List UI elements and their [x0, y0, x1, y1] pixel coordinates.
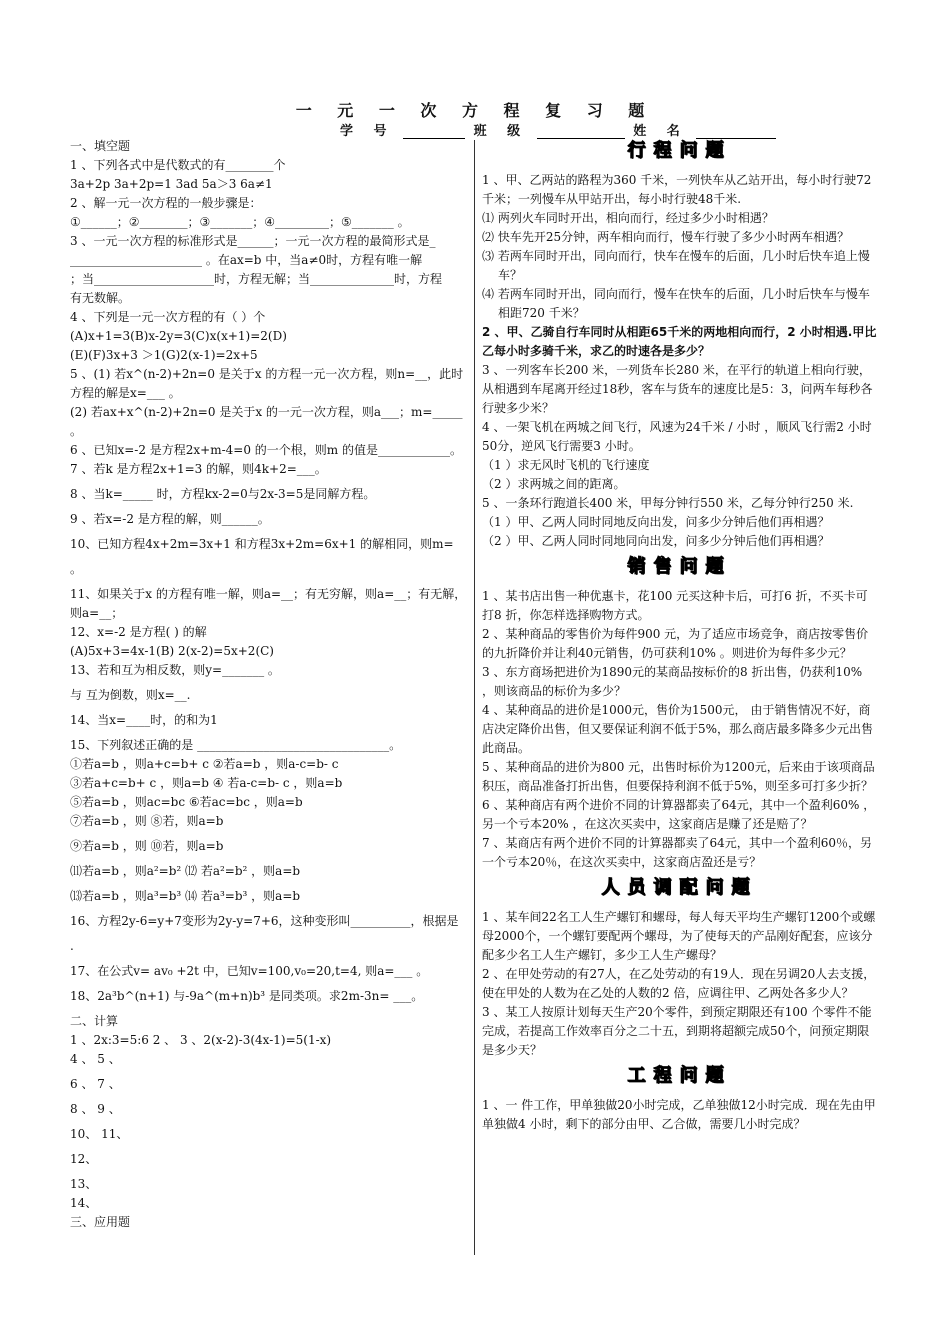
question-line: 5 、(1) 若x^(n-2)+2n=0 是关于x 的方程一元一次方程，则n=__，此时方程的解是x=___ 。: [70, 367, 464, 400]
sales-question: 7 、某商店有两个进价不同的计算器都卖了64元，其中一个盈利60％，另一个亏本20％，在这次买卖中，这家商店盈还是亏？: [482, 836, 872, 869]
question-line: 13、: [70, 1177, 98, 1191]
question-line: 17、在公式v= av₀ +2t 中，已知v=100,v₀=20,t=4, 则a=___ 。: [70, 964, 429, 978]
question-line: 16、方程2y-6=y+7变形为2y-y=7+6，这种变形叫__________，根据是: [70, 914, 459, 928]
question-line: (E)(F)3x+3 ＞1(G)2(x-1)=2x+5: [70, 348, 258, 362]
left-column: [70, 137, 470, 1232]
travel-question: 3 、一列客车长200 米，一列货车长280 米，在平行的轨道上相向行驶，从相遇到车尾离开经过18秒，客车与货车的速度比是5：3，问两车每秒各行驶多少米？: [482, 363, 873, 415]
travel-question: ⑷ 若两车同时开出，同向而行，慢车在快车的后面，几小时后快车与慢车相距720 千米？: [482, 287, 870, 320]
heading-sales: 销售问题: [627, 556, 732, 577]
question-line: ①______；②________；③_______；④_________；⑤_______ 。: [70, 215, 410, 229]
travel-question: 4 、一架飞机在两城之间飞行，风速为24千米 / 小时 ，顺风飞行需2 小时50分，逆风飞行需要3 小时。: [482, 420, 872, 453]
sales-question: 5 、某种商品的进价为800 元，出售时标价为1200元，后来由于该项商品积压，商品准备打折出售，但要保持利润不低于5%，则至多可打多少折？: [482, 760, 875, 793]
travel-question: ⑶ 若两车同时开出，同向而行，快车在慢车的后面，几小时后快车追上慢车？: [482, 249, 870, 282]
question-line: (A)5x+3=4x-1(B) 2(x-2)=5x+2(C): [70, 644, 274, 658]
sales-question: 4 、某种商品的进价是1000元，售价为1500元， 由于销售情况不好，商店决定降价出售，但又要保证利润不低于5%，那么商店最多降多少元出售此商品。: [482, 703, 874, 755]
question-line: 有无数解。: [70, 291, 131, 305]
question-line: 18、2a³b^(n+1) 与-9a^(m+n)b³ 是同类项。求2m-3n= ___。: [70, 989, 424, 1003]
class-label: 班 级: [473, 124, 529, 139]
right-column: [482, 140, 877, 1134]
section-fill-blank: 一、填空题: [70, 139, 131, 153]
sales-question: 6 、某种商店有两个进价不同的计算器都卖了64元，其中一个盈利60% ，另一个亏本20% ，在这次买卖中，这家商店是赚了还是赔了？: [482, 798, 876, 831]
question-line: 3a+2p 3a+2p=1 3ad 5a＞3 6a≠1: [70, 177, 273, 191]
question-line: .: [70, 939, 74, 953]
question-line: ⑤若a=b ，则ac=bc ⑥若ac=bc ，则a=b: [70, 795, 303, 809]
question-line: 。: [70, 562, 83, 576]
travel-question: （1 ）甲、乙两人同时同地反向出发，问多少分钟后他们再相遇？: [482, 515, 830, 529]
name-blank: [696, 126, 776, 139]
work-question: 1 、一 件工作，甲单独做20小时完成，乙单独做12小时完成．现在先由甲单独做4 小时，剩下的部分由甲、乙合做，需要几小时完成？: [482, 1098, 876, 1131]
question-line: 13、若和互为相反数，则y=_______ 。: [70, 663, 280, 677]
question-line: 10、 11、: [70, 1127, 129, 1141]
student-no-label: 学 号: [340, 124, 395, 139]
name-label: 姓 名: [633, 124, 688, 139]
travel-question: 5 、一条环行跑道长400 米，甲每分钟行550 米，乙每分钟行250 米.: [482, 496, 854, 510]
column-divider: [474, 140, 475, 1255]
sales-question: 3 、东方商场把进价为1890元的某商品按标价的8 折出售，仍获利10% ，则该商品的标价为多少？: [482, 665, 863, 698]
question-line: 4 、下列是一元一次方程的有（ ）个: [70, 310, 266, 324]
question-line: ；当____________________时，方程无解；当______________时，方程: [70, 272, 443, 286]
travel-question: ⑵ 快车先开25分钟，两车相向而行，慢车行驶了多少小时两车相遇？: [482, 230, 850, 244]
question-line: ______________________ 。在ax=b 中，当a≠0时，方程有唯一解: [70, 253, 423, 267]
question-line: ⑾若a=b ，则a²=b² ⑿ 若a²=b² ，则a=b: [70, 864, 301, 878]
sales-question: 2 、某种商品的零售价为每件900 元，为了适应市场竞争，商店按零售价的九折降价并让利40元销售，仍可获利10% 。则进价为每件多少元？: [482, 627, 869, 660]
question-line: 与 互为倒数，则x=__.: [70, 688, 191, 702]
heading-work: 工程问题: [627, 1065, 732, 1086]
question-line: ⒀若a=b ，则a³=b³ ⒁ 若a³=b³ ，则a=b: [70, 889, 301, 903]
heading-staff: 人员调配问题: [601, 877, 758, 898]
question-line: 14、: [70, 1196, 98, 1210]
question-line: 10、已知方程4x+2m=3x+1 和方程3x+2m=6x+1 的解相同，则m=: [70, 537, 454, 551]
question-line: 8 、 9 、: [70, 1102, 121, 1116]
question-line: (2) 若ax+x^(n-2)+2n=0 是关于x 的一元一次方程，则a___；m=_____ 。: [70, 405, 463, 438]
staff-question: 3 、某工人按原计划每天生产20个零件，到预定期限还有100 个零件不能完成，若提高工作效率百分之二十五，到期将超额完成50个，问预定期限是多少天？: [482, 1005, 872, 1057]
travel-question: ⑴ 两列火车同时开出，相向而行，经过多少小时相遇？: [482, 211, 774, 225]
travel-question: 2 、甲、乙骑自行车同时从相距65千米的两地相向而行，2 小时相遇.甲比乙每小时多骑千米，求乙的时速各是多少？: [482, 325, 877, 358]
question-line: ⑨若a=b ，则 ⑩若，则a=b: [70, 839, 224, 853]
question-line: ①若a=b ，则a+c=b+ c ②若a=b ，则a-c=b- c: [70, 757, 339, 771]
travel-question: （1 ）求无风时飞机的飞行速度: [482, 458, 650, 472]
staff-question: 2 、在甲处劳动的有27人，在乙处劳动的有19人．现在另调20人去支援，使在甲处的人数为在乙处的人数的2 倍，应调往甲、乙两处各多少人？: [482, 967, 876, 1000]
question-line: 8 、当k=_____ 时，方程kx-2=0与2x-3=5是同解方程。: [70, 487, 376, 501]
question-line: 1 、下列各式中是代数式的有________个: [70, 158, 286, 172]
sales-question: 1 、某书店出售一种优惠卡，花100 元买这种卡后，可打6 折，不买卡可打8 折，你怎样选择购物方式。: [482, 589, 868, 622]
heading-travel: 行程问题: [627, 140, 732, 161]
question-line: 7 、若k 是方程2x+1=3 的解，则4k+2=___。: [70, 462, 327, 476]
question-line: 6 、 7 、: [70, 1077, 121, 1091]
question-line: 12、: [70, 1152, 98, 1166]
travel-question: 1 、甲、乙两站的路程为360 千米，一列快车从乙站开出，每小时行驶72千米；一列慢车从甲站开出，每小时行驶48千米.: [482, 173, 872, 206]
question-line: ⑦若a=b ，则 ⑧若，则a=b: [70, 814, 224, 828]
staff-question: 1 、某车间22名工人生产螺钉和螺母，每人每天平均生产螺钉1200个或螺母2000个，一个螺钉要配两个螺母，为了使每天的产品刚好配套，应该分配多少名工人生产螺钉，多少工人生产螺母？: [482, 910, 876, 962]
question-line: 2 、解一元一次方程的一般步骤是：: [70, 196, 262, 210]
question-line: ③若a+c=b+ c ，则a=b ④ 若a-c=b- c ，则a=b: [70, 776, 343, 790]
question-line: 15、下列叙述正确的是 ________________________________。: [70, 738, 402, 752]
question-line: 1 、2x:3=5:6 2 、 3 、2(x-2)-3(4x-1)=5(1-x): [70, 1033, 332, 1047]
question-line: 12、x=-2 是方程( ) 的解: [70, 625, 207, 639]
question-line: (A)x+1=3(B)x-2y=3(C)x(x+1)=2(D): [70, 329, 287, 343]
question-line: 9 、若x=-2 是方程的解，则______。: [70, 512, 270, 526]
section-calc: 二、计算: [70, 1014, 119, 1028]
travel-question: （2 ）求两城之间的距离。: [482, 477, 626, 491]
page-title: 一 元 一 次 方 程 复 习 题: [295, 101, 655, 120]
class-blank: [537, 126, 625, 139]
question-line: 4 、 5 、: [70, 1052, 121, 1066]
section-application: 三、应用题: [70, 1215, 131, 1229]
question-line: 6 、已知x=-2 是方程2x+m-4=0 的一个根，则m 的值是____________。: [70, 443, 462, 457]
travel-question: （2 ）甲、乙两人同时同地同向出发，问多少分钟后他们再相遇？: [482, 534, 830, 548]
question-line: 11、如果关于x 的方程有唯一解，则a=__；有无穷解，则a=__；有无解，则a=__；: [70, 587, 467, 620]
question-line: 14、当x=____时，的和为1: [70, 713, 218, 727]
question-line: 3 、一元一次方程的标准形式是______；一元一次方程的最简形式是_: [70, 234, 436, 248]
